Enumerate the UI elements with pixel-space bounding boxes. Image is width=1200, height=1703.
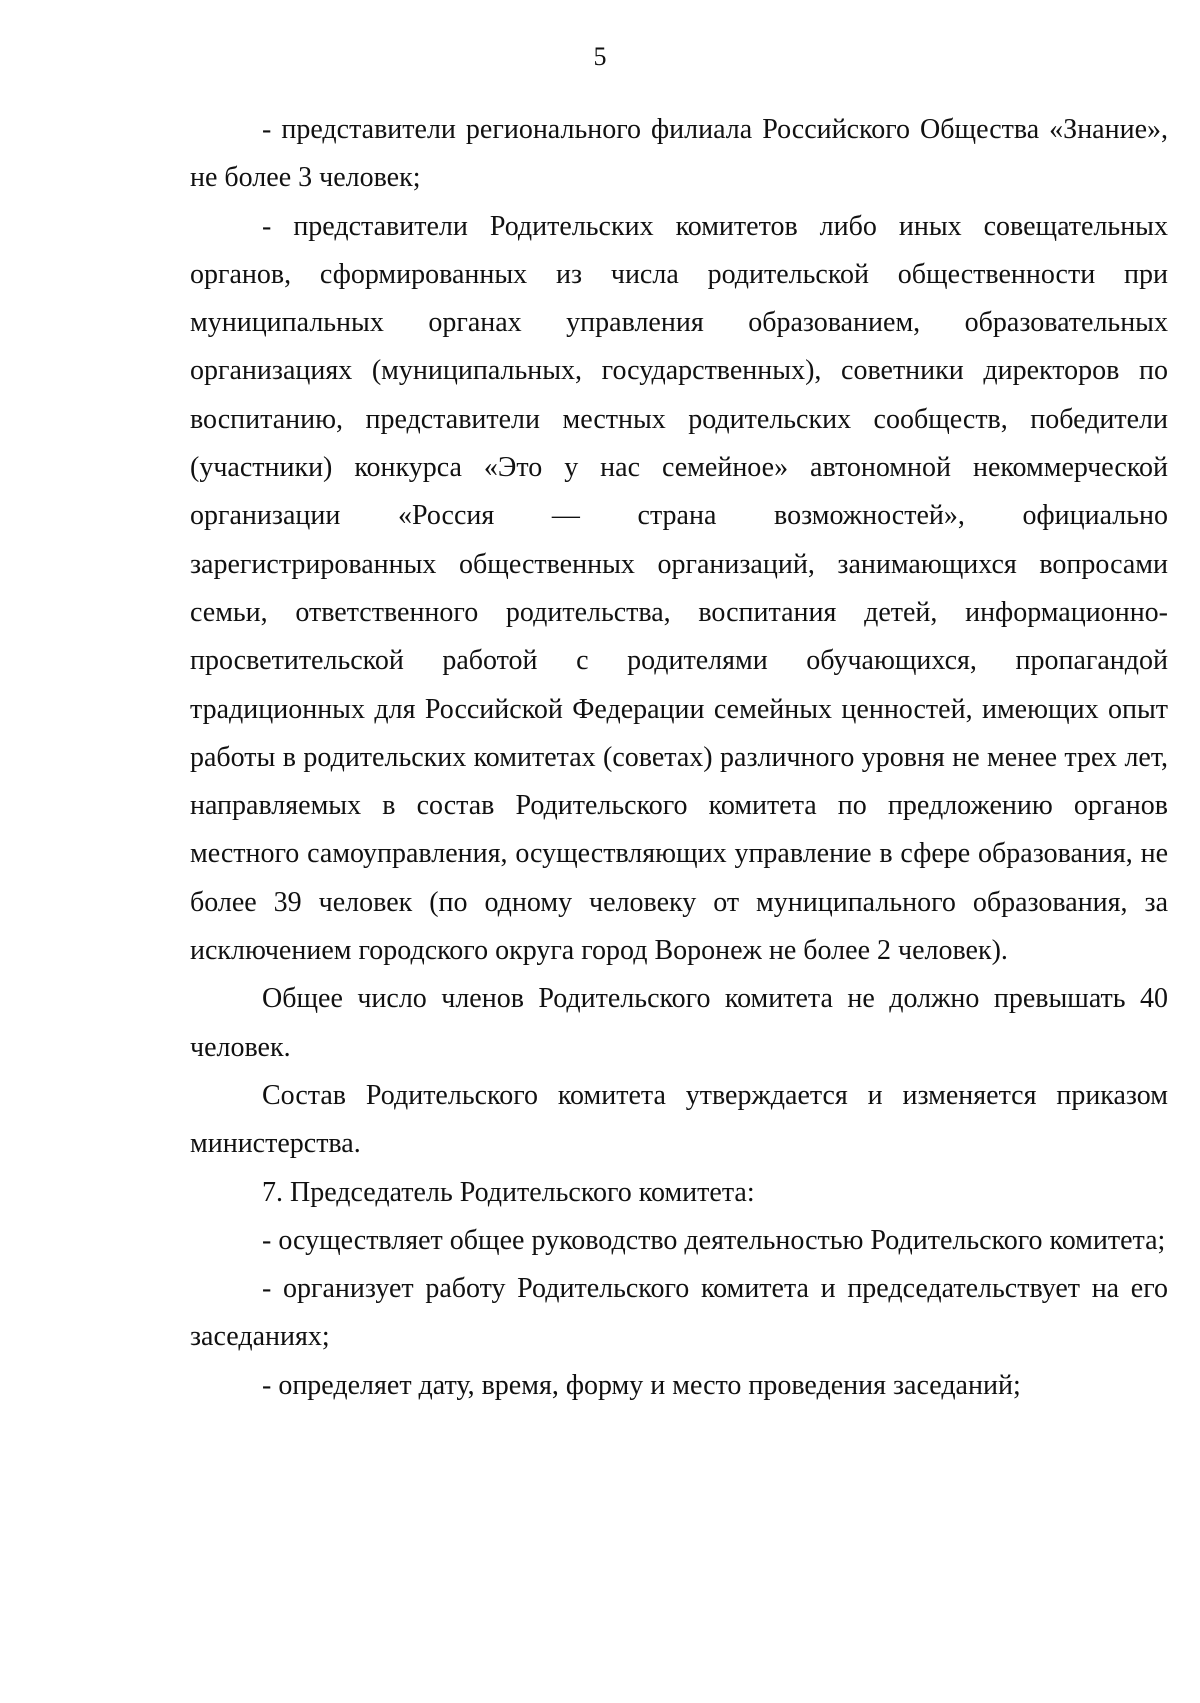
paragraph-total-members: Общее число членов Родительского комитета не должно превышать 40 человек. (190, 983, 1168, 1063)
paragraph-chairman-duty-organize: - организует работу Родительского комитета и председательствует на его заседаниях; (190, 1273, 1168, 1353)
paragraph-chairman-duty-general: - осуществляет общее руководство деятельностью Родительского комитета; (262, 1224, 1166, 1256)
paragraph-chairman-heading: 7. Председатель Родительского комитета: (262, 1176, 755, 1208)
page-number: 5 (593, 42, 607, 71)
paragraph-znanie-representatives: - представители регионального филиала Российского Общества «Знание», не более 3 человек; (190, 114, 1168, 194)
paragraph-chairman-duty-schedule: - определяет дату, время, форму и место проведения заседаний; (262, 1369, 1021, 1401)
paragraph-parent-committee-representatives: - представители Родительских комитетов либо иных совещательных органов, сформированных из числа родительской общественности при муниципальных органах управления образованием, образовательных организациях (муниципальных, государственных), советники директоров по воспитанию, представители местных родительских сообществ, победители (участники) конкурса «Это у нас семейное» автономной некоммерческой организации «Россия — страна возможностей», официально зарегистрированных общественных организаций, занимающихся вопросами семьи, ответственного родительства, воспитания детей, информационно-просветительской работой с родителями обучающихся, пропагандой традиционных для Российской Федерации семейных ценностей, имеющих опыт работы в родительских комитетах (советах) различного уровня не менее трех лет, направляемых в состав Родительского комитета по предложению органов местного самоуправления, осуществляющих управление в сфере образования, не более 39 человек (по одному человеку от муниципального образования, за исключением городского округа город Воронеж не более 2 человек). (190, 210, 1168, 967)
paragraph-composition-approval: Состав Родительского комитета утверждается и изменяется приказом министерства. (190, 1079, 1168, 1160)
document-body (190, 106, 1168, 1410)
